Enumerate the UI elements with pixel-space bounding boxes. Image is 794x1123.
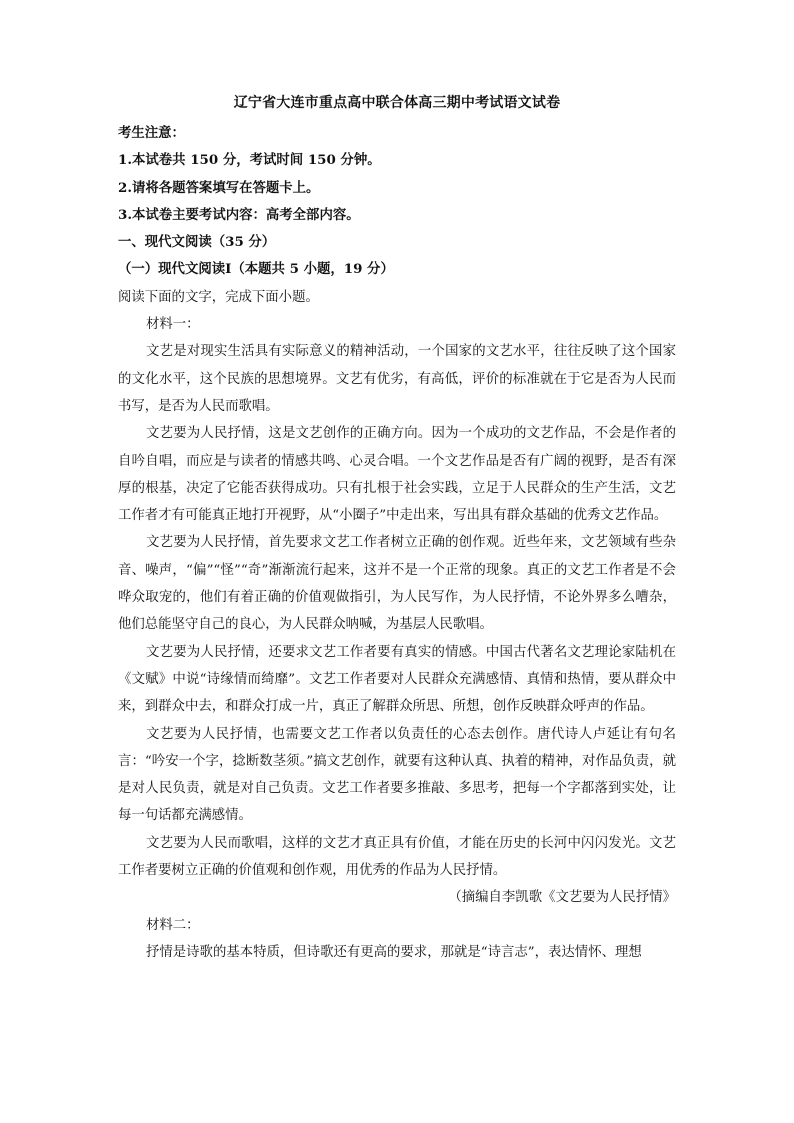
exam-title: 辽宁省大连市重点高中联合体高三期中考试语文试卷 <box>233 95 561 111</box>
material-1-label: 材料一： <box>146 317 200 333</box>
subsection-heading: （一）现代文阅读Ⅰ（本题共 5 小题，19 分） <box>118 261 394 278</box>
material-1-paragraph-5: 文艺要为人民抒情，也需要文艺工作者以负责任的心态去创作。唐代诗人卢延让有句名言：“吟安一个字，捻断数茎须。”搞文艺创作，就要有这种认真、执着的精神，对作品负责，就是对人民负责，就是对自己负责。文艺工作者要多推敲、多思考，把每一个字都落到实处，让每一句话都充满感情。 <box>118 726 676 824</box>
notice-item-3: 3.本试卷主要考试内容：高考全部内容。 <box>118 206 360 223</box>
notice-heading: 考生注意： <box>118 125 185 141</box>
material-1-paragraph-4: 文艺要为人民抒情，还要求文艺工作者要有真实的情感。中国古代著名文艺理论家陆机在《文赋》中说“诗缘情而绮靡”。文艺工作者要对人民群众充满感情、真情和热情，要从群众中来，到群众中去，和群众打成一片，真正了解群众所思、所想，创作反映群众呼声的作品。 <box>118 644 676 715</box>
reading-instruction: 阅读下面的文字，完成下面小题。 <box>118 289 319 305</box>
material-1-paragraph-6: 文艺要为人民而歌唱，这样的文艺才真正具有价值，才能在历史的长河中闪闪发光。文艺工作者要树立正确的价值观和创作观，用优秀的作品为人民抒情。 <box>118 835 676 879</box>
material-1-paragraph-3: 文艺要为人民抒情，首先要求文艺工作者树立正确的创作观。近些年来，文艺领域有些杂音、噪声，“偏”“怪”“奇”渐渐流行起来，这并不是一个正常的现象。真正的文艺工作者是不会哗众取宠的，他们有着正确的价值观做指引，为人民写作，为人民抒情，不论外界多么嘈杂，他们总能坚守自己的良心，为人民群众呐喊，为基层人民歌唱。 <box>118 535 676 633</box>
notice-item-1: 1.本试卷共 150 分，考试时间 150 分钟。 <box>118 152 381 169</box>
material-1-paragraph-1: 文艺是对现实生活具有实际意义的精神活动，一个国家的文艺水平，往往反映了这个国家的文化水平，这个民族的思想境界。文艺有优劣，有高低，评价的标准就在于它是否为人民而书写，是否为人民而歌唱。 <box>118 344 676 414</box>
material-2-paragraph-1: 抒情是诗歌的基本特质，但诗歌还有更高的要求，那就是“诗言志”，表达情怀、理想 <box>146 944 642 960</box>
material-2-label: 材料二： <box>146 917 200 933</box>
exam-page <box>118 94 676 966</box>
material-1-source: （摘编自李凯歌《文艺要为人民抒情》 <box>448 890 676 906</box>
material-1-paragraph-2: 文艺要为人民抒情，这是文艺创作的正确方向。因为一个成功的文艺作品，不会是作者的自吟自唱，而应是与读者的情感共鸣、心灵合唱。一个文艺作品是否有广阔的视野，是否有深厚的根基，决定了它能否获得成功。只有扎根于社会实践，立足于人民群众的生产生活，文艺工作者才有可能真正地打开视野，从“小圈子”中走出来，写出具有群众基础的优秀文艺作品。 <box>118 426 676 524</box>
notice-item-2: 2.请将各题答案填写在答题卡上。 <box>118 179 320 196</box>
section-heading: 一、现代文阅读（35 分） <box>118 234 276 251</box>
